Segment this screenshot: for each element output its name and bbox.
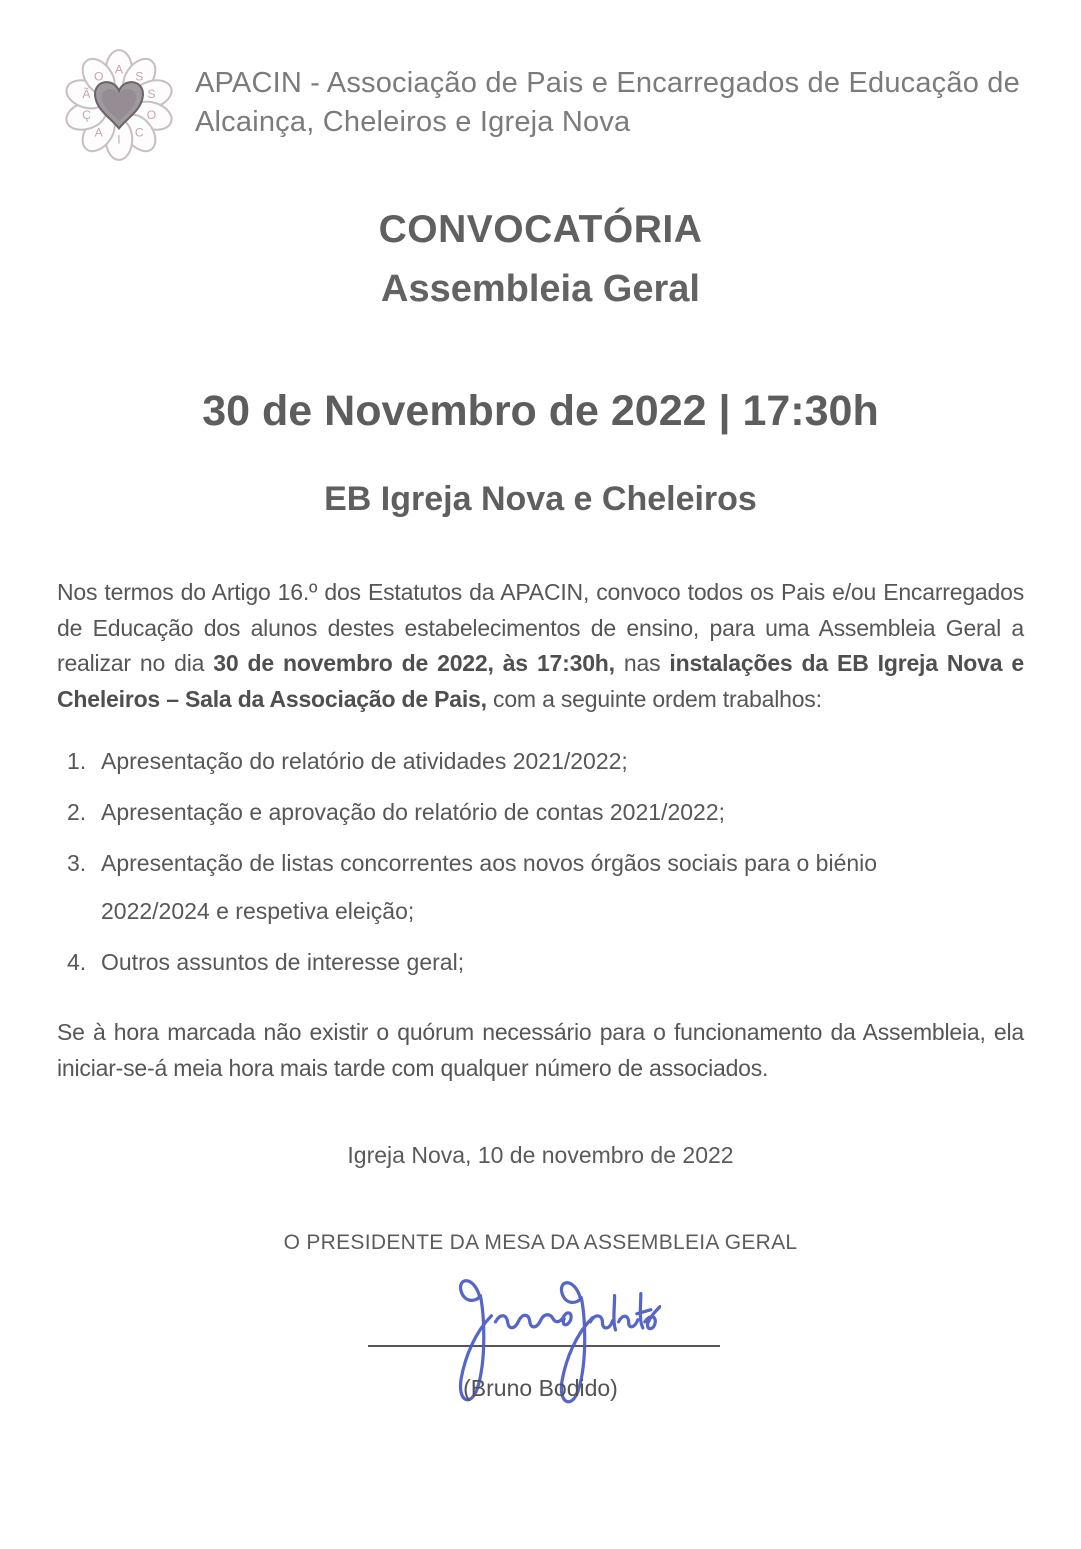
agenda-item-text [101, 846, 1024, 929]
logo-letter: Ã [82, 86, 91, 101]
agenda-item-1 [67, 744, 1024, 779]
president-role-line: O PRESIDENTE DA MESA DA ASSEMBLEIA GERAL [283, 1231, 798, 1254]
logo-letter: S [135, 69, 144, 84]
org-name-line2: Alcainça, Cheleiros e Igreja Nova [195, 106, 631, 138]
agenda-list [67, 744, 1024, 980]
agenda-item-text: Outros assuntos de interesse geral; [101, 949, 465, 975]
intro-seg5: com a seguinte ordem trabalhos: [486, 685, 822, 712]
logo-letter: A [114, 62, 124, 77]
signatory-printed-name: (Bruno Bodido) [463, 1375, 618, 1401]
intro-paragraph [57, 575, 1024, 717]
agenda-item-4 [67, 945, 1024, 980]
document-subtitle: Assembleia Geral [381, 268, 700, 310]
logo-letter: O [146, 108, 157, 123]
agenda-item-text: Apresentação e aprovação do relatório de contas 2021/2022; [101, 799, 725, 825]
agenda-item-number: 2. [67, 799, 87, 825]
logo-letter: S [147, 86, 156, 101]
agenda-item-3 [67, 846, 1024, 929]
agenda-item-text-line1: Apresentação de listas concorrentes aos novos órgãos sociais para o biénio [101, 850, 878, 876]
agenda-item-number: 4. [67, 949, 87, 975]
agenda-item-text-line2: 2022/2024 e respetiva eleição; [101, 898, 415, 924]
org-name-line1: APACIN - Associação de Pais e Encarregados de Educação de [195, 67, 1020, 99]
intro-seg2-bold: 30 de novembro de 2022, às 17:30h, [213, 650, 615, 676]
signature-block [57, 1263, 1024, 1438]
agenda-item-2 [67, 795, 1024, 830]
agenda-item-text: Apresentação do relatório de atividades 2021/2022; [101, 748, 628, 774]
meeting-location: EB Igreja Nova e Cheleiros [324, 480, 757, 518]
logo-letter: Ç [82, 108, 91, 123]
document-header [57, 0, 1024, 168]
apacin-flower-heart-logo-icon [57, 40, 181, 168]
intro-seg4-bold: instalações da EB Igreja Nova e Cheleiros – Sala da Associação de Pais, [57, 650, 1024, 712]
logo-letter: O [93, 69, 104, 84]
place-dateline: Igreja Nova, 10 de novembro de 2022 [347, 1142, 734, 1168]
intro-seg3: nas [614, 650, 670, 676]
meeting-datetime: 30 de Novembro de 2022 | 17:30h [202, 387, 879, 435]
logo-letter: C [134, 125, 144, 140]
quorum-note: Se à hora marcada não existir o quórum necessário para o funcionamento da Assembleia, ela iniciar-se-á meia hora mais tarde com qualquer número de associados. [57, 1019, 1024, 1081]
agenda-item-number: 3. [67, 850, 87, 876]
agenda-item-number: 1. [67, 748, 87, 774]
logo-letter: I [117, 132, 121, 147]
document-title: CONVOCATÓRIA [378, 208, 703, 251]
intro-seg1: Nos termos do Artigo 16.º dos Estatutos da APACIN, convoco todos os Pais e/ou Encarregados de Educação dos alunos destes estabelecimentos de ensino, para uma Assembleia Geral a realizar no dia [57, 579, 1024, 676]
organization-name [195, 64, 1020, 142]
logo-letter: A [94, 125, 103, 140]
